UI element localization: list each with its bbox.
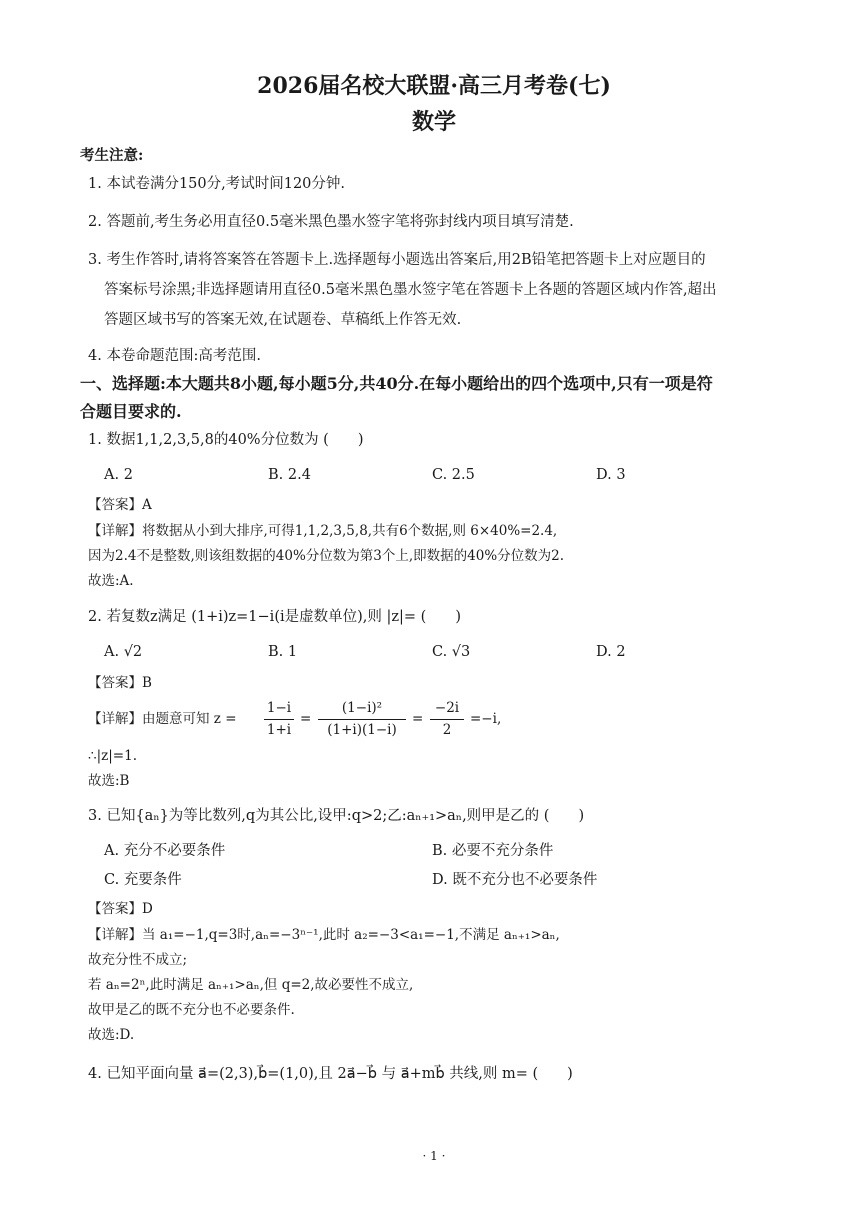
q3-option-a: A. 充分不必要条件: [104, 843, 226, 859]
fraction-1: [264, 698, 294, 742]
q3-option-d: D. 既不充分也不必要条件: [432, 872, 598, 888]
q2-detail-2: ∴|z|=1.: [88, 748, 137, 764]
section-heading-line-1: 一、选择题:本大题共8小题,每小题5分,共40分.在每小题给出的四个选项中,只有一项是符: [80, 374, 713, 393]
q3-detail-4: 故甲是乙的既不充分也不必要条件.: [88, 1002, 295, 1018]
q2-option-a: A. √2: [104, 644, 143, 660]
q3-answer: 【答案】D: [88, 901, 153, 917]
equals-sign-2: =: [412, 711, 424, 727]
q1-option-c: C. 2.5: [432, 467, 475, 483]
q3-detail-5: 故选:D.: [88, 1027, 135, 1043]
q2-option-d: D. 2: [596, 644, 626, 660]
notice-item-1: 1. 本试卷满分150分,考试时间120分钟.: [88, 176, 346, 192]
q2-detail-tail: =−i,: [470, 711, 502, 727]
fraction-2: [318, 698, 406, 742]
q3-option-c: C. 充要条件: [104, 872, 182, 888]
notice-item-3-cont-1: 答案标号涂黑;非选择题请用直径0.5毫米黑色墨水签字笔在答题卡上各题的答题区域内作答,超出: [104, 282, 717, 298]
notice-item-3-cont-2: 答题区域书写的答案无效,在试题卷、草稿纸上作答无效.: [104, 312, 462, 328]
page-number: · 1 ·: [422, 1149, 446, 1163]
fraction-3-denominator: 2: [442, 722, 452, 738]
q3-option-b: B. 必要不充分条件: [432, 843, 554, 859]
notice-heading: 考生注意:: [80, 147, 144, 164]
fraction-2-numerator: (1−i)²: [341, 700, 383, 716]
q1-detail-1: 【详解】将数据从小到大排序,可得1,1,2,3,5,8,共有6个数据,则 6×40%=2.4,: [88, 523, 558, 539]
fraction-2-denominator: (1+i)(1−i): [327, 722, 397, 738]
q1-option-a: A. 2: [104, 467, 133, 483]
q1-stem: 1. 数据1,1,2,3,5,8的40%分位数为 ( ): [88, 432, 364, 448]
q2-detail-equation: [88, 698, 648, 742]
q1-detail-3: 故选:A.: [88, 573, 134, 589]
exam-title: 2026届名校大联盟·高三月考卷(七): [257, 73, 611, 99]
q3-detail-2: 故充分性不成立;: [88, 952, 188, 968]
q1-option-d: D. 3: [596, 467, 626, 483]
q2-detail-prefix: 【详解】由题意可知 z =: [88, 711, 237, 727]
fraction-1-denominator: 1+i: [266, 722, 292, 738]
q2-option-b: B. 1: [268, 644, 298, 660]
q3-detail-1: 【详解】当 a₁=−1,q=3时,aₙ=−3ⁿ⁻¹,此时 a₂=−3<a₁=−1,不满足 aₙ₊₁>aₙ,: [88, 927, 560, 943]
q1-answer: 【答案】A: [88, 497, 152, 513]
subject-title: 数学: [411, 109, 456, 135]
section-heading-line-2: 合题目要求的.: [80, 402, 182, 421]
notice-item-4: 4. 本卷命题范围:高考范围.: [88, 348, 261, 364]
q1-option-b: B. 2.4: [268, 467, 311, 483]
q3-detail-3: 若 aₙ=2ⁿ,此时满足 aₙ₊₁>aₙ,但 q=2,故必要性不成立,: [88, 977, 414, 993]
q4-stem: 4. 已知平面向量 a⃗=(2,3),b⃗=(1,0),且 2a⃗−b⃗ 与 a⃗+mb⃗ 共线,则 m= ( ): [88, 1066, 573, 1082]
q2-detail-3: 故选:B: [88, 773, 130, 789]
equals-sign-1: =: [300, 711, 312, 727]
q2-answer: 【答案】B: [88, 675, 152, 691]
q2-option-c: C. √3: [432, 644, 471, 660]
fraction-3: [430, 698, 464, 742]
notice-item-2: 2. 答题前,考生务必用直径0.5毫米黑色墨水签字笔将弥封线内项目填写清楚.: [88, 214, 574, 230]
q3-stem: 3. 已知{aₙ}为等比数列,q为其公比,设甲:q>2;乙:aₙ₊₁>aₙ,则甲是乙的 ( ): [88, 808, 585, 824]
notice-item-3: 3. 考生作答时,请将答案答在答题卡上.选择题每小题选出答案后,用2B铅笔把答题卡上对应题目的: [88, 252, 706, 268]
fraction-1-numerator: 1−i: [266, 700, 292, 716]
fraction-3-numerator: −2i: [434, 700, 460, 716]
q2-stem: 2. 若复数z满足 (1+i)z=1−i(i是虚数单位),则 |z|= ( ): [88, 609, 461, 625]
q1-detail-2: 因为2.4不是整数,则该组数据的40%分位数为第3个上,即数据的40%分位数为2.: [88, 548, 565, 564]
